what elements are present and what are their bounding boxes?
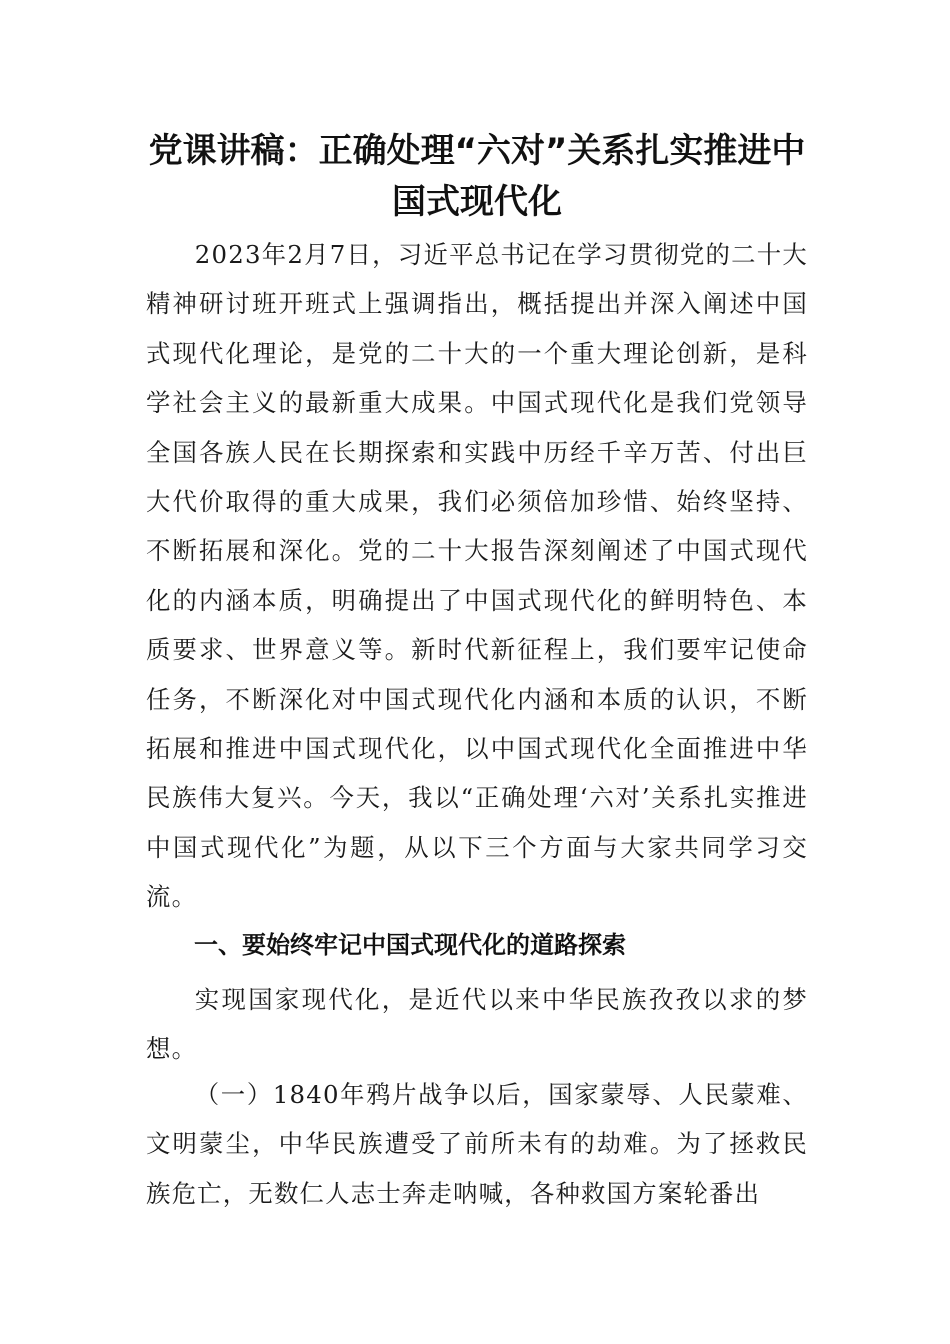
intro-paragraph: 2023年2月7日，习近平总书记在学习贯彻党的二十大精神研讨班开班式上强调指出，概括提出并深入阐述中国式现代化理论，是党的二十大的一个重大理论创新，是科学社会主义的最新重大成果。中国式现代化是我们党领导全国各族人民在长期探索和实践中历经千辛万苦、付出巨大代价取得的重大成果，我们必须倍加珍惜、始终坚持、不断拓展和深化。党的二十大报告深刻阐述了中国式现代化的内涵本质，明确提出了中国式现代化的鲜明特色、本质要求、世界意义等。新时代新征程上，我们要牢记使命任务，不断深化对中国式现代化内涵和本质的认识，不断拓展和推进中国式现代化，以中国式现代化全面推进中华民族伟大复兴。今天，我以“正确处理‘六对’关系扎实推进中国式现代化”为题，从以下三个方面与大家共同学习交流。 bbox=[146, 240, 808, 912]
document-title: 党课讲稿：正确处理“六对”关系扎实推进中国式现代化 bbox=[148, 131, 806, 222]
section-paragraph: 实现国家现代化，是近代以来中华民族孜孜以求的梦想。 bbox=[146, 985, 808, 1064]
section-heading: 一、要始终牢记中国式现代化的道路探索 bbox=[194, 931, 626, 959]
section-paragraph: （一）1840年鸦片战争以后，国家蒙辱、人民蒙难、文明蒙尘，中华民族遭受了前所未有的劫难。为了拯救民族危亡，无数仁人志士奔走呐喊，各种救国方案轮番出 bbox=[146, 1080, 808, 1208]
